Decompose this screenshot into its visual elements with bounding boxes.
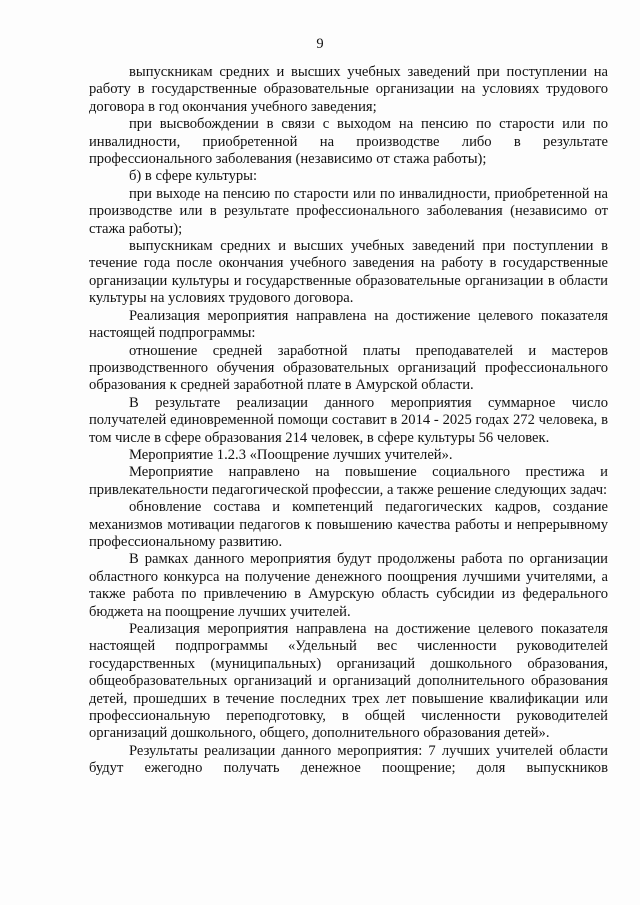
paragraph: обновление состава и компетенций педагогических кадров, создание механизмов мотивации педагогов к повышению качества работы и непрерывному профессиональному развитию. bbox=[89, 499, 608, 550]
paragraph: Результаты реализации данного мероприятия: 7 лучших учителей области будут ежегодно получать денежное поощрение; доля выпускников bbox=[89, 742, 608, 777]
paragraph: Реализация мероприятия направлена на достижение целевого показателя настоящей подпрограммы: bbox=[89, 307, 608, 342]
paragraph: б) в сфере культуры: bbox=[129, 168, 258, 185]
paragraph: при высвобождении в связи с выходом на пенсию по старости или по инвалидности, приобретенной на производстве либо в результате профессионального заболевания (независимо от стажа работы); bbox=[89, 116, 608, 168]
paragraph: Мероприятие 1.2.3 «Поощрение лучших учителей». bbox=[129, 446, 453, 463]
document-body bbox=[89, 64, 608, 778]
paragraph: отношение средней заработной платы преподавателей и мастеров производственного обучения образовательных организаций профессионального образования к средней заработной плате в Амурской области. bbox=[89, 342, 608, 394]
page-number: 9 bbox=[316, 36, 324, 52]
paragraph: В результате реализации данного мероприятия суммарное число получателей единовременной помощи составит в 2014 - 2025 годах 272 человека, в том числе в сфере образования 214 человек, в сфере культуры 56 человек. bbox=[89, 394, 608, 446]
paragraph: выпускникам средних и высших учебных заведений при поступлении на работу в государственные образовательные организации на условиях трудового договора в год окончания учебного заведения; bbox=[89, 64, 608, 115]
paragraph: при выходе на пенсию по старости или по инвалидности, приобретенной на производстве или в результате профессионального заболевания (независимо от стажа работы); bbox=[89, 185, 608, 237]
paragraph: Реализация мероприятия направлена на достижение целевого показателя настоящей подпрограммы «Удельный вес численности руководителей государственных (муниципальных) организаций дошкольного образования, общеобразовательных организаций и организаций дополнительного образования детей, прошедших в течение последних трех лет повышение квалификации или профессиональную переподготовку, в общей численности руководителей организаций дошкольного, общего, дополнительного образования детей». bbox=[89, 621, 608, 742]
paragraph: выпускникам средних и высших учебных заведений при поступлении в течение года после окончания учебного заведения на работу в государственные организации культуры и государственные образовательные организации в области культуры на условиях трудового договора. bbox=[89, 238, 608, 307]
paragraph: Мероприятие направлено на повышение социального престижа и привлекательности педагогической профессии, а также решение следующих задач: bbox=[89, 464, 608, 498]
paragraph: В рамках данного мероприятия будут продолжены работа по организации областного конкурса на получение денежного поощрения лучшими учителями, а также работа по привлечению в Амурскую область субсидии из федерального бюджета на поощрение лучших учителей. bbox=[89, 551, 608, 620]
